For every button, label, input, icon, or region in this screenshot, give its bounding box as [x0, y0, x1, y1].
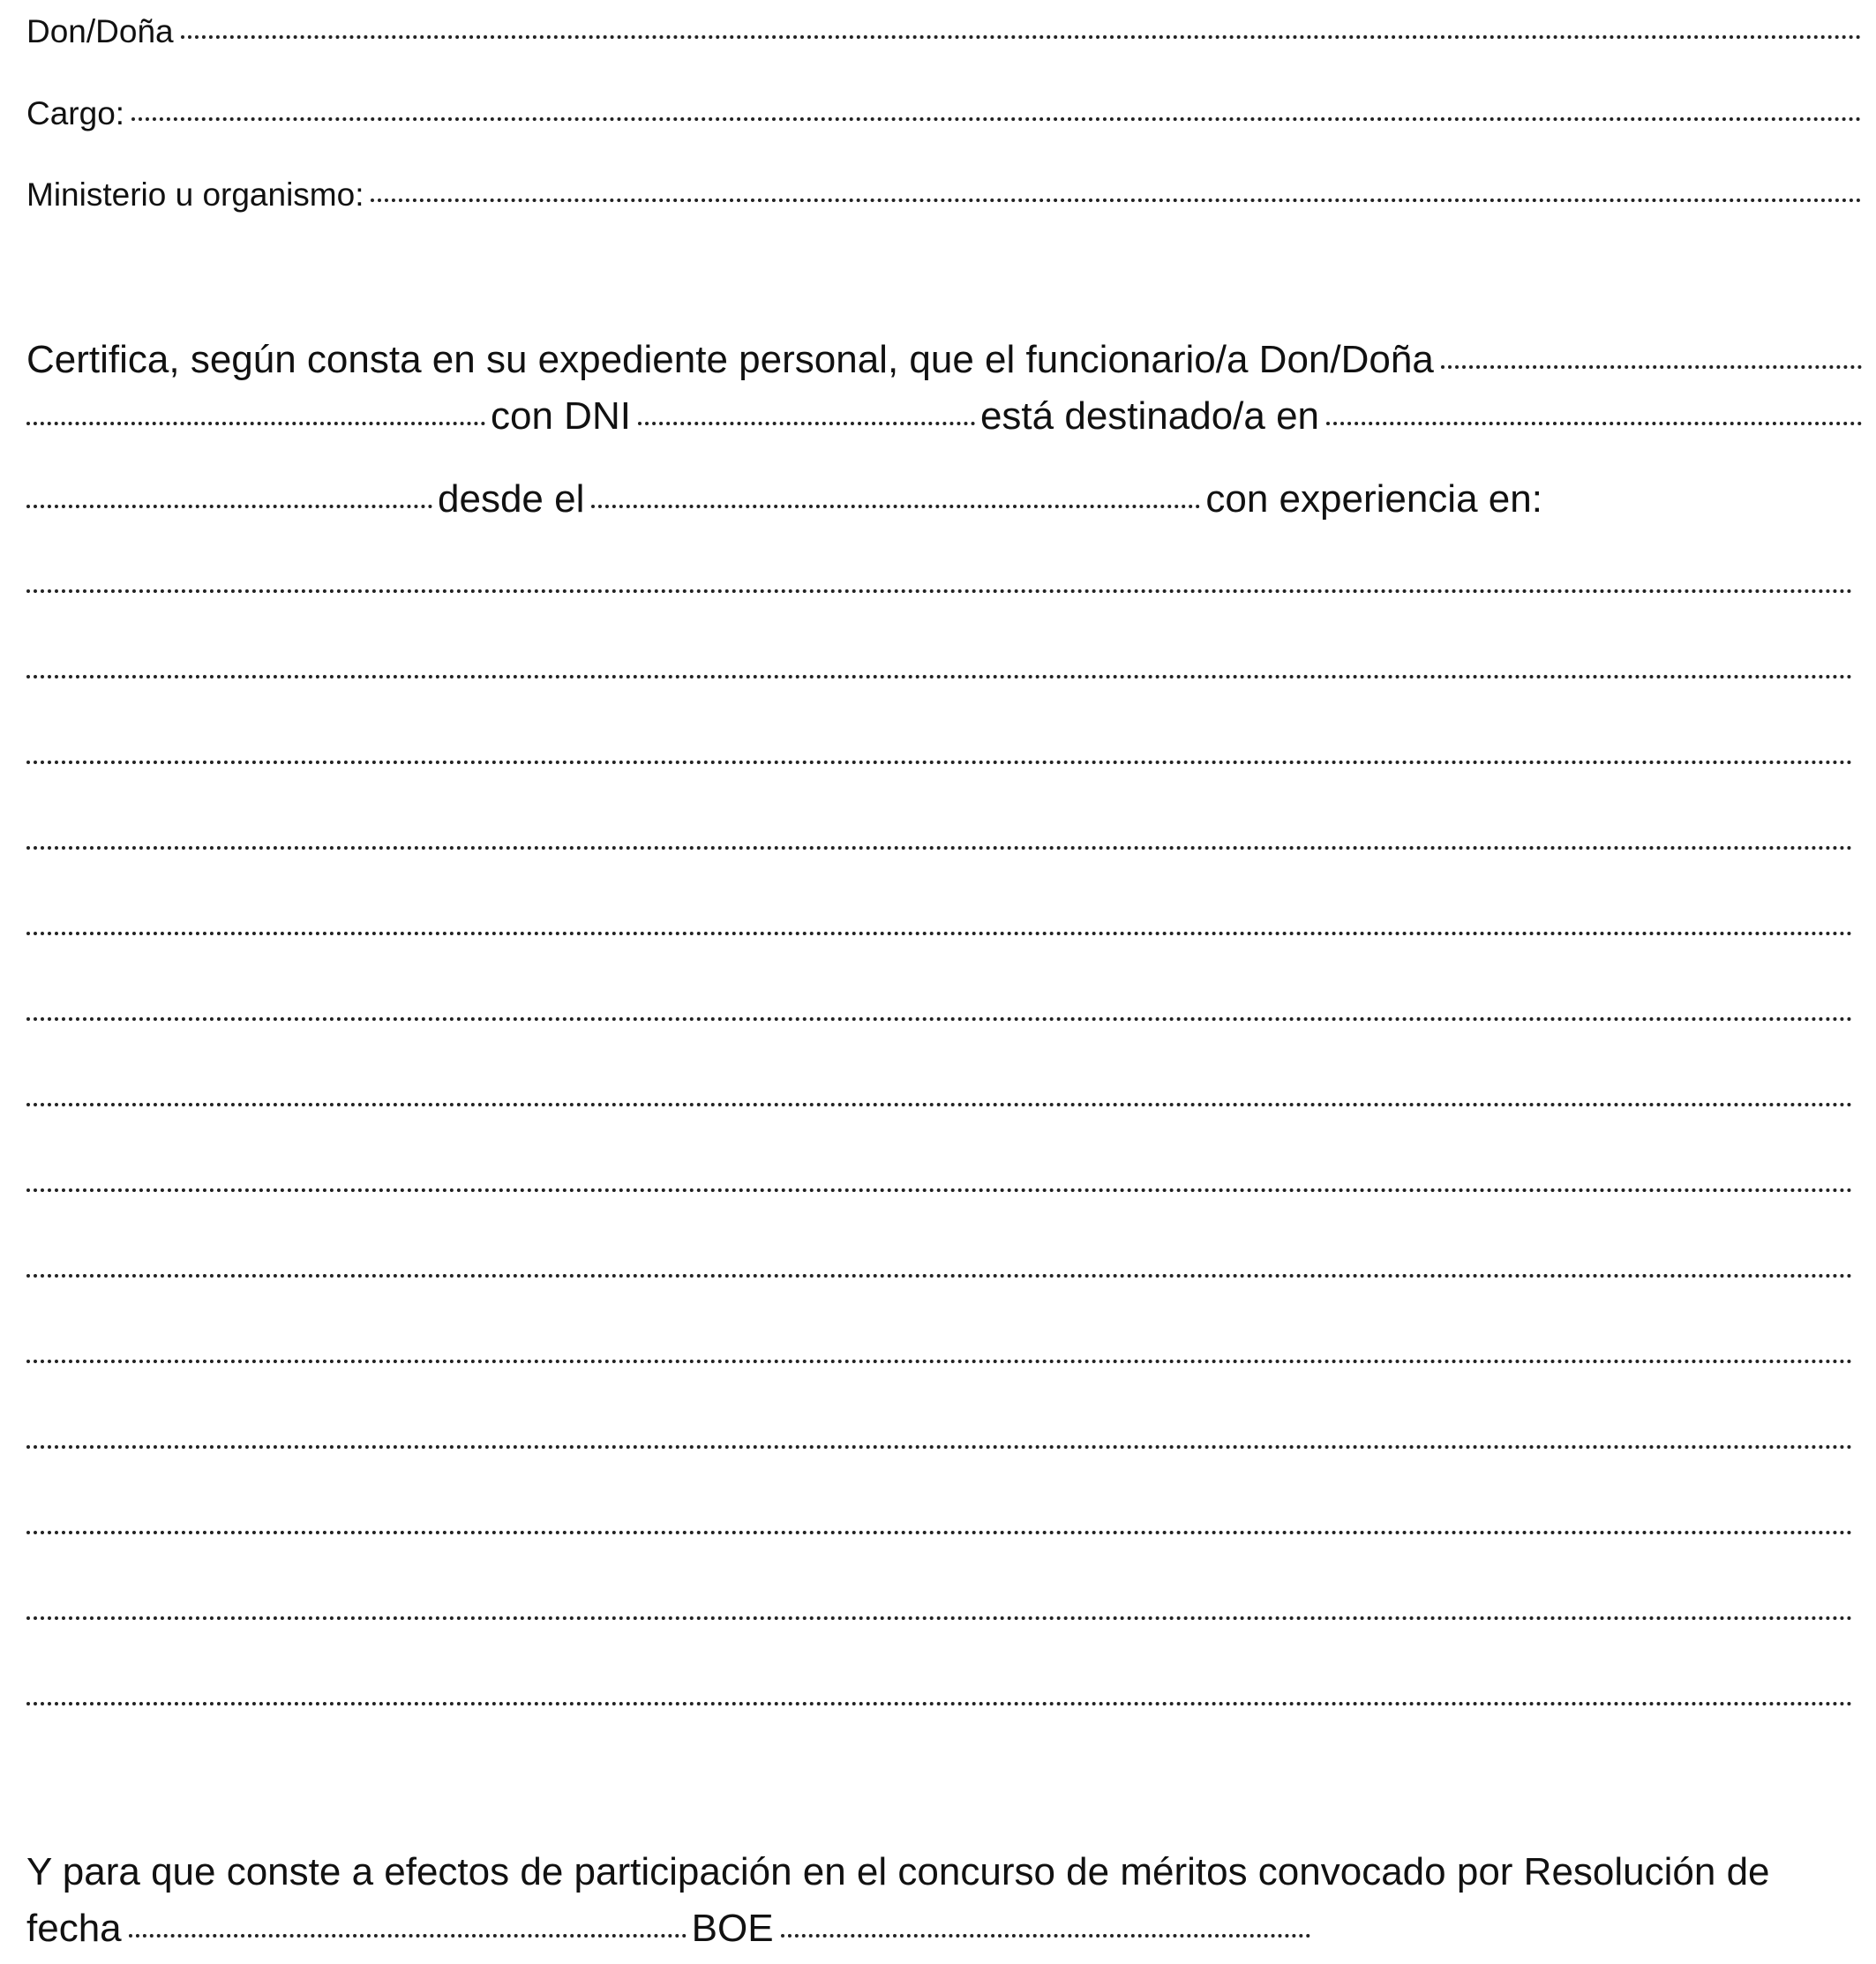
experience-line[interactable]: [26, 1188, 1853, 1192]
experience-line[interactable]: [26, 1274, 1853, 1278]
fecha-resolucion-blank[interactable]: [129, 1931, 687, 1938]
dni-blank[interactable]: [638, 419, 975, 425]
experience-line[interactable]: [26, 1702, 1853, 1705]
don-dona-field-row: [26, 9, 1862, 55]
funcionario-name-blank[interactable]: [1441, 363, 1862, 369]
ministerio-field-row: [26, 172, 1862, 218]
experience-line[interactable]: [26, 589, 1853, 593]
experience-line[interactable]: [26, 932, 1853, 935]
don-dona-label: Don/Doña: [26, 13, 174, 49]
con-dni-label: con DNI: [491, 394, 631, 438]
conste-text: Y para que conste a efectos de participación en el concurso de méritos convocado por Resolución de: [26, 1850, 1770, 1893]
funcionario-name-blank-cont[interactable]: [26, 419, 485, 425]
experience-line[interactable]: [26, 1360, 1853, 1363]
destino-blank-cont[interactable]: [26, 502, 432, 508]
con-experiencia-label: con experiencia en:: [1205, 477, 1542, 521]
certifica-line-2: [26, 390, 1862, 443]
ministerio-blank[interactable]: [371, 196, 1862, 202]
cargo-field-row: [26, 91, 1862, 137]
cargo-label: Cargo:: [26, 95, 125, 131]
conste-line-1: [26, 1846, 1862, 1899]
ministerio-label: Ministerio u organismo:: [26, 176, 364, 213]
desde-el-label: desde el: [438, 477, 585, 521]
experience-line[interactable]: [26, 1616, 1853, 1620]
experience-line[interactable]: [26, 1017, 1853, 1021]
experience-line[interactable]: [26, 1103, 1853, 1106]
certifica-line-3: [26, 473, 1862, 526]
fecha-label: fecha: [26, 1907, 122, 1950]
fecha-desde-blank[interactable]: [591, 502, 1200, 508]
destino-blank[interactable]: [1326, 419, 1862, 425]
boe-label: BOE: [691, 1907, 774, 1950]
esta-destinado-label: está destinado/a en: [979, 394, 1320, 438]
boe-blank[interactable]: [781, 1931, 1310, 1938]
experience-line[interactable]: [26, 761, 1853, 764]
experience-line[interactable]: [26, 1531, 1853, 1534]
certifica-line-1: [26, 334, 1862, 386]
experience-line[interactable]: [26, 846, 1853, 850]
cargo-blank[interactable]: [131, 115, 1862, 121]
experience-line[interactable]: [26, 675, 1853, 678]
don-dona-blank[interactable]: [181, 33, 1862, 39]
experience-line[interactable]: [26, 1445, 1853, 1449]
conste-line-2: [26, 1902, 1862, 1955]
certifica-text: Certifica, según consta en su expediente personal, que el funcionario/a Don/Doña: [26, 338, 1434, 381]
